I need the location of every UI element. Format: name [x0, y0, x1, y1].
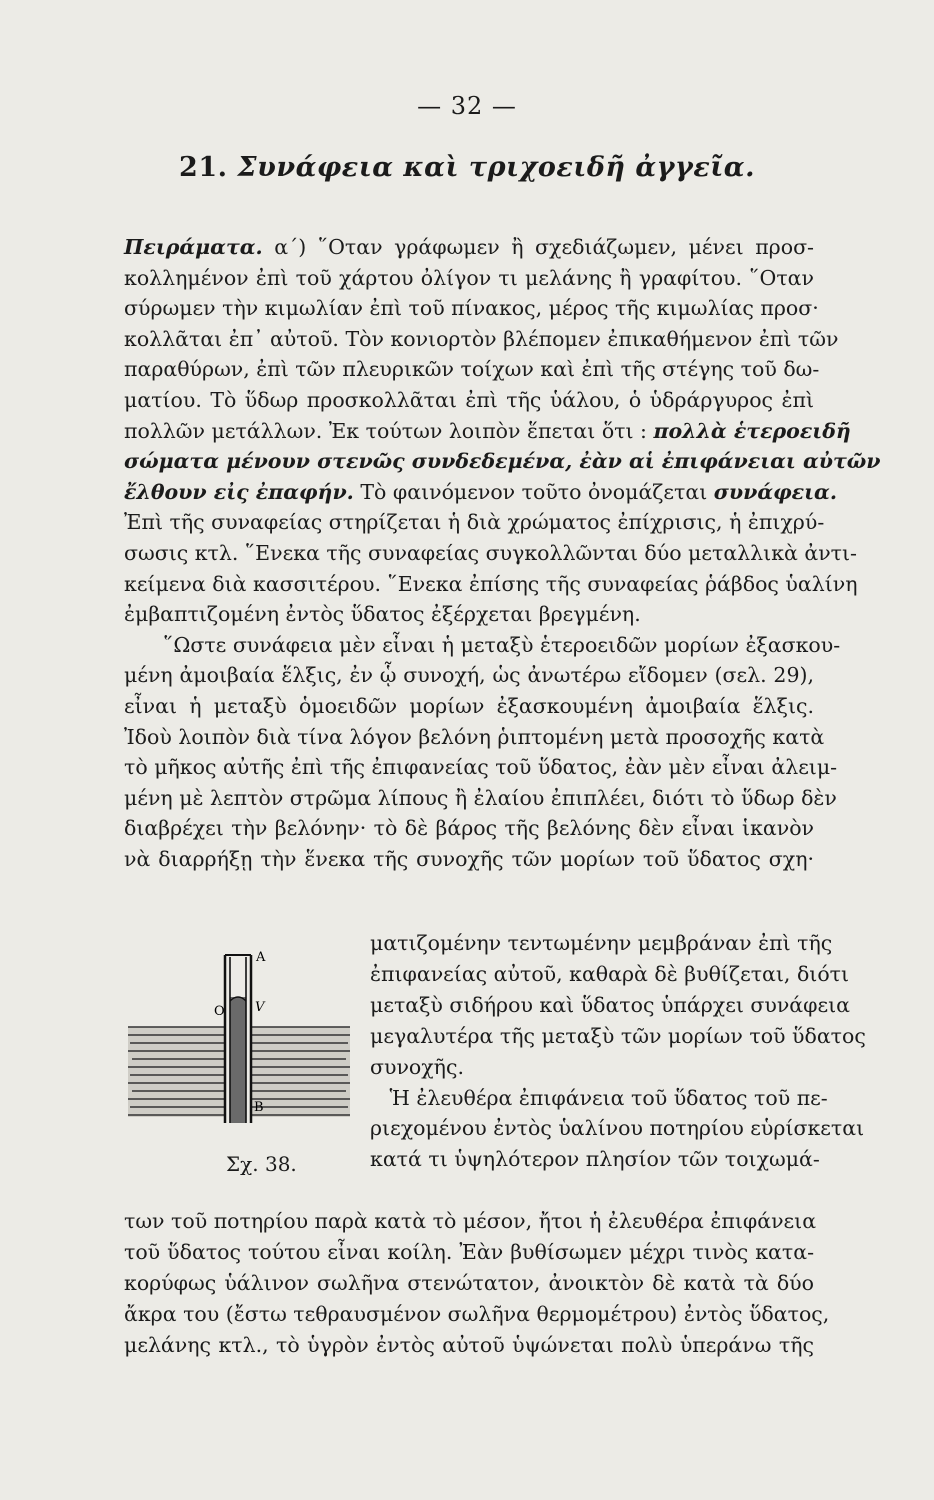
text-line	[370, 959, 850, 989]
text-line	[124, 507, 825, 537]
text-line	[124, 630, 841, 660]
line-text: Ἰδοὺ λοιπὸν διὰ τίνα λόγον βελόνη ῥιπτομένη μετὰ προσοχῆς κατὰ	[124, 724, 825, 749]
text-line	[124, 1299, 830, 1329]
line-text: τὸ μῆκος αὐτῆς ἐπὶ τῆς ἐπιφανείας τοῦ ὕδατος, ἐὰν μὲν εἶναι ἀλειμ-	[124, 755, 838, 780]
page-number: — 32 —	[417, 92, 517, 120]
text-line	[370, 928, 833, 958]
line-text: α΄) ῞Οταν γράφωμεν ἢ σχεδιάζωμεν, μένει προσ-	[262, 235, 814, 259]
text-line	[124, 1330, 814, 1360]
text-line	[124, 783, 837, 813]
text-line	[124, 599, 814, 629]
text-line	[124, 813, 814, 843]
line-text: ἐπιφανείας αὐτοῦ, καθαρὰ δὲ βυθίζεται, διότι	[370, 961, 850, 986]
emphasis-text: συνάφεια.	[713, 479, 837, 504]
text-line	[124, 691, 814, 721]
text-line	[370, 1021, 866, 1051]
line-text: των τοῦ ποτηρίου παρὰ κατὰ τὸ μέσον, ἤτοι ἡ ἐλευθέρα ἐπιφάνεια	[124, 1208, 817, 1233]
text-line	[124, 263, 814, 293]
text-line	[124, 569, 858, 599]
text-line	[124, 385, 814, 415]
line-text: κολλᾶται ἐπ᾿ αὐτοῦ. Τὸν κονιορτὸν βλέπομεν ἐπικαθήμενον ἐπὶ τῶν	[124, 326, 839, 351]
emphasis-text: πολλὰ ἑτεροειδῆ	[653, 418, 851, 443]
line-text: μένη μὲ λεπτὸν στρῶμα λίπους ἢ ἐλαίου ἐπιπλέει, διότι τὸ ὕδωρ δὲν	[124, 785, 837, 810]
line-text: κολλημένον ἐπὶ τοῦ χάρτου ὀλίγον τι μελάνης ἢ γραφίτου. ῞Οταν	[124, 265, 814, 290]
line-text: κορύφως ὑάλινον σωλῆνα στενώτατον, ἀνοικτὸν δὲ κατὰ τὰ δύο	[124, 1270, 814, 1295]
text-line	[124, 1237, 814, 1267]
section-number: 21.	[179, 152, 228, 183]
line-text: ἐμβαπτιζομένη ἐντὸς ὕδατος ἐξέρχεται βρεγμένη.	[124, 602, 641, 627]
line-text: τοῦ ὕδατος τούτου εἶναι κοίλη. Ἐὰν βυθίσωμεν μέχρι τινὸς κατα-	[124, 1239, 814, 1264]
line-text: πολλῶν μετάλλων. Ἐκ τούτων λοιπὸν ἕπεται ὅτι :	[124, 418, 654, 443]
text-line	[124, 660, 814, 690]
label-a: A	[256, 950, 266, 965]
text-line	[370, 1083, 828, 1113]
line-text: διαβρέχει τὴν βελόνην· τὸ δὲ βάρος τῆς βελόνης δὲν εἶναι ἱκανὸν	[124, 816, 814, 841]
line-text: κατά τι ὑψηλότερον πλησίον τῶν τοιχωμά-	[370, 1147, 820, 1172]
label-v: V	[255, 1000, 265, 1015]
text-line	[124, 354, 820, 384]
line-text: Ἐπὶ τῆς συναφείας στηρίζεται ἡ διὰ χρώματος ἐπίχρισις, ἡ ἐπιχρύ-	[124, 510, 825, 535]
line-text: νὰ διαρρήξῃ τὴν ἕνεκα τῆς συνοχῆς τῶν μορίων τοῦ ὕδατος σχη·	[124, 847, 814, 871]
emphasis-text: Πειράματα.	[124, 235, 263, 259]
text-line	[124, 477, 837, 507]
text-line	[124, 844, 814, 874]
capillary-tube-figure	[118, 945, 358, 1130]
text-line	[370, 990, 851, 1020]
emphasis-text: ἔλθουν εἰς ἐπαφήν.	[124, 479, 354, 504]
label-b: B	[254, 1100, 264, 1115]
glass-tube	[225, 955, 251, 1123]
line-text: μεγαλυτέρα τῆς μεταξὺ τῶν μορίων τοῦ ὕδατος	[370, 1023, 866, 1048]
line-text: σύρωμεν τὴν κιμωλίαν ἐπὶ τοῦ πίνακος, μέρος τῆς κιμωλίας προσ·	[124, 296, 819, 321]
line-text: μεταξὺ σιδήρου καὶ ὕδατος ὑπάρχει συνάφεια	[370, 992, 851, 1017]
text-line	[370, 1113, 865, 1143]
line-text: ῞Ωστε συνάφεια μὲν εἶναι ἡ μεταξὺ ἑτεροειδῶν μορίων ἐξασκου-	[124, 632, 841, 657]
text-line	[124, 752, 838, 782]
figure-caption: Σχ. 38.	[226, 1152, 297, 1176]
text-line	[124, 1206, 817, 1236]
text-line	[124, 232, 814, 262]
label-o: O	[214, 1004, 225, 1019]
line-text: σωσις κτλ. ῞Ενεκα τῆς συναφείας συγκολλῶνται δύο μεταλλικὰ ἀντι-	[124, 541, 857, 565]
text-line	[124, 722, 825, 752]
line-text: ματιζομένην τεντωμένην μεμβράναν ἐπὶ τῆς	[370, 931, 833, 955]
text-line	[124, 324, 839, 354]
text-line	[124, 538, 857, 568]
line-text: μελάνης κτλ., τὸ ὑγρὸν ἐντὸς αὐτοῦ ὑψώνεται πολὺ ὑπεράνω τῆς	[124, 1332, 814, 1357]
text-line	[124, 1268, 814, 1298]
text-line	[124, 446, 881, 476]
section-heading	[0, 152, 934, 183]
text-line	[370, 1144, 820, 1174]
line-text: παραθύρων, ἐπὶ τῶν πλευρικῶν τοίχων καὶ ἐπὶ τῆς στέγης τοῦ δω-	[124, 357, 820, 382]
line-text: μένη ἀμοιβαία ἕλξις, ἐν ᾧ συνοχή, ὡς ἀνωτέρω εἴδομεν (σελ. 29),	[124, 663, 814, 688]
line-text: ριεχομένου ἐντὸς ὑαλίνου ποτηρίου εὑρίσκεται	[370, 1116, 865, 1141]
text-line	[124, 416, 851, 446]
line-text: συνοχῆς.	[370, 1054, 464, 1079]
line-text: ματίου. Τὸ ὕδωρ προσκολλᾶται ἐπὶ τῆς ὑάλου, ὁ ὑδράργυρος ἐπὶ	[124, 388, 814, 412]
line-text: Τὸ φαινόμενον τοῦτο ὀνομάζεται	[353, 479, 714, 504]
line-text: Ἡ ἐλευθέρα ἐπιφάνεια τοῦ ὕδατος τοῦ πε-	[370, 1085, 828, 1110]
line-text: κείμενα διὰ κασσιτέρου. ῞Ενεκα ἐπίσης τῆς συναφείας ῥάβδος ὑαλίνη	[124, 571, 858, 596]
line-text: εἶναι ἡ μεταξὺ ὁμοειδῶν μορίων ἐξασκουμένη ἀμοιβαία ἕλξις.	[124, 694, 814, 718]
line-text: ἄκρα του (ἔστω τεθραυσμένον σωλῆνα θερμομέτρου) ἐντὸς ὕδατος,	[124, 1301, 830, 1326]
text-line	[124, 293, 819, 323]
section-title: Συνάφεια καὶ τριχοειδῆ ἀγγεῖα.	[237, 152, 755, 183]
emphasis-text: σώματα μένουν στενῶς συνδεδεμένα, ἐὰν αἱ ἐπιφάνειαι αὐτῶν	[124, 449, 881, 474]
text-line	[370, 1052, 814, 1082]
